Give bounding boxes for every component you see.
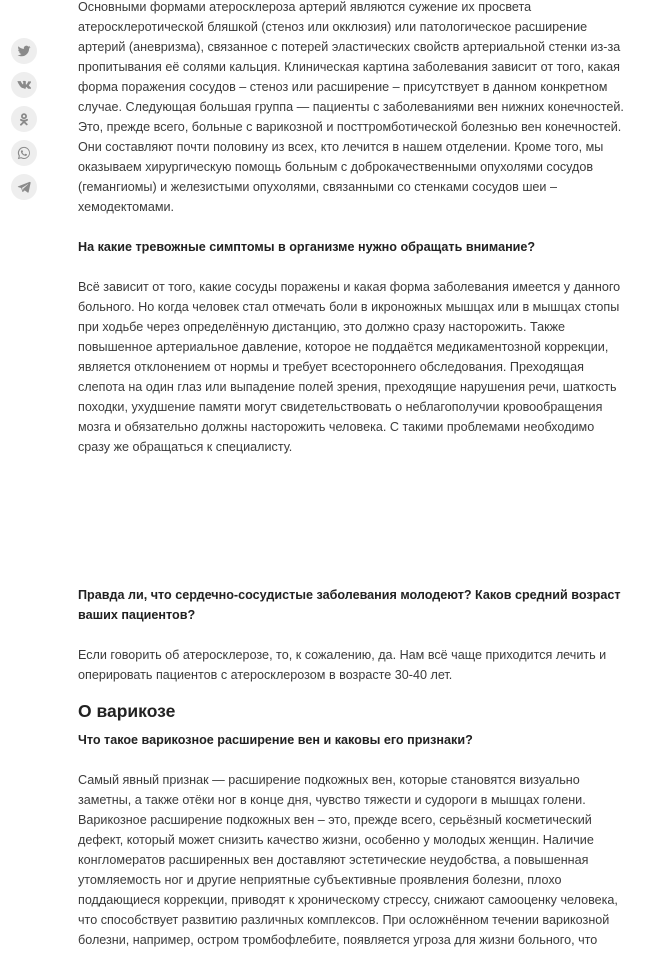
paragraph-younger: Если говорить об атеросклерозе, то, к сожалению, да. Нам всё чаще приходится лечить и оперировать пациентов с атеросклерозом в возрасте 30-40 лет.	[78, 648, 607, 682]
paragraph-symptoms: Всё зависит от того, какие сосуды поражены и какая форма заболевания имеется у данного больного. Но когда человек стал отмечать боли в икроножных мышцах или в мышцах стопы при ходьбе через определённую дистанцию, это должно сразу насторожить. Также повышенное артериальное давление, которое не поддаётся медикаментозной коррекции, является отклонением от нормы и требует всестороннего обследования. Преходящая слепота на один глаз или выпадение полей зрения, преходящие нарушения речи, шаткость походки, ухудшение памяти могут свидетельствовать о неблагополучии кровообращения мозга и обязательно должны насторожить человека. С такими проблемами необходимо сразу же обращаться к специалисту.	[78, 280, 621, 454]
section-heading-varicose: О варикозе	[78, 701, 176, 721]
share-odnoklassniki-button[interactable]	[11, 106, 37, 132]
telegram-icon	[17, 180, 31, 194]
share-whatsapp-button[interactable]	[11, 140, 37, 166]
whatsapp-icon	[17, 146, 31, 160]
share-vk-button[interactable]	[11, 72, 37, 98]
paragraph-varicose: Самый явный признак — расширение подкожных вен, которые становятся визуально заметны, а также отёки ног в конце дня, чувство тяжести и судороги в мышцах голени. Варикозное расширение подкожных вен – это, прежде всего, серьёзный косметический дефект, который может снизить качество жизни, особенно у молодых женщин. Наличие конгломератов расширенных вен доставляют эстетические неудобства, а повышенная утомляемость ног и другие неприятные субъективные проявления болезни, плохо поддающиеся коррекции, приводят к хроническому стрессу, снижают самооценку человека, что способствует развитию различных комплексов. При осложнённом течении варикозной болезни, например, остром тромбофлебите, появляется угроза для жизни больного, что	[78, 773, 618, 947]
share-twitter-button[interactable]	[11, 38, 37, 64]
question-varicose: Что такое варикозное расширение вен и каковы его признаки?	[78, 733, 473, 747]
article-body	[78, 0, 624, 950]
paragraph-intro: Основными формами атеросклероза артерий являются сужение их просвета атеросклеротической бляшкой (стеноз или окклюзия) или патологическое расширение артерий (аневризма), связанное с потерей эластических свойств артериальной стенки из-за пропитывания её солями кальция. Клиническая картина заболевания зависит от того, какая форма поражения сосудов – стеноз или расширение – присутствует в данном конкретном случае. Следующая большая группа — пациенты с заболеваниями вен нижних конечностей. Это, прежде всего, больные с варикозной и посттромботической болезнью вен конечностей. Они составляют почти половину из всех, кто лечится в нашем отделении. Кроме того, мы оказываем хирургическую помощь больным с доброкачественными опухолями сосудов (гемангиомы) и железистыми опухолями, связанными со стенками сосудов шеи – хемодектомами.	[78, 0, 624, 214]
share-telegram-button[interactable]	[11, 174, 37, 200]
twitter-icon	[17, 44, 31, 58]
odnoklassniki-icon	[17, 112, 31, 126]
vk-icon	[17, 78, 31, 92]
question-symptoms: На какие тревожные симптомы в организме нужно обращать внимание?	[78, 240, 536, 254]
question-younger: Правда ли, что сердечно-сосудистые заболевания молодеют? Каков средний возраст ваших пациентов?	[78, 588, 621, 622]
social-share-bar	[11, 38, 37, 208]
